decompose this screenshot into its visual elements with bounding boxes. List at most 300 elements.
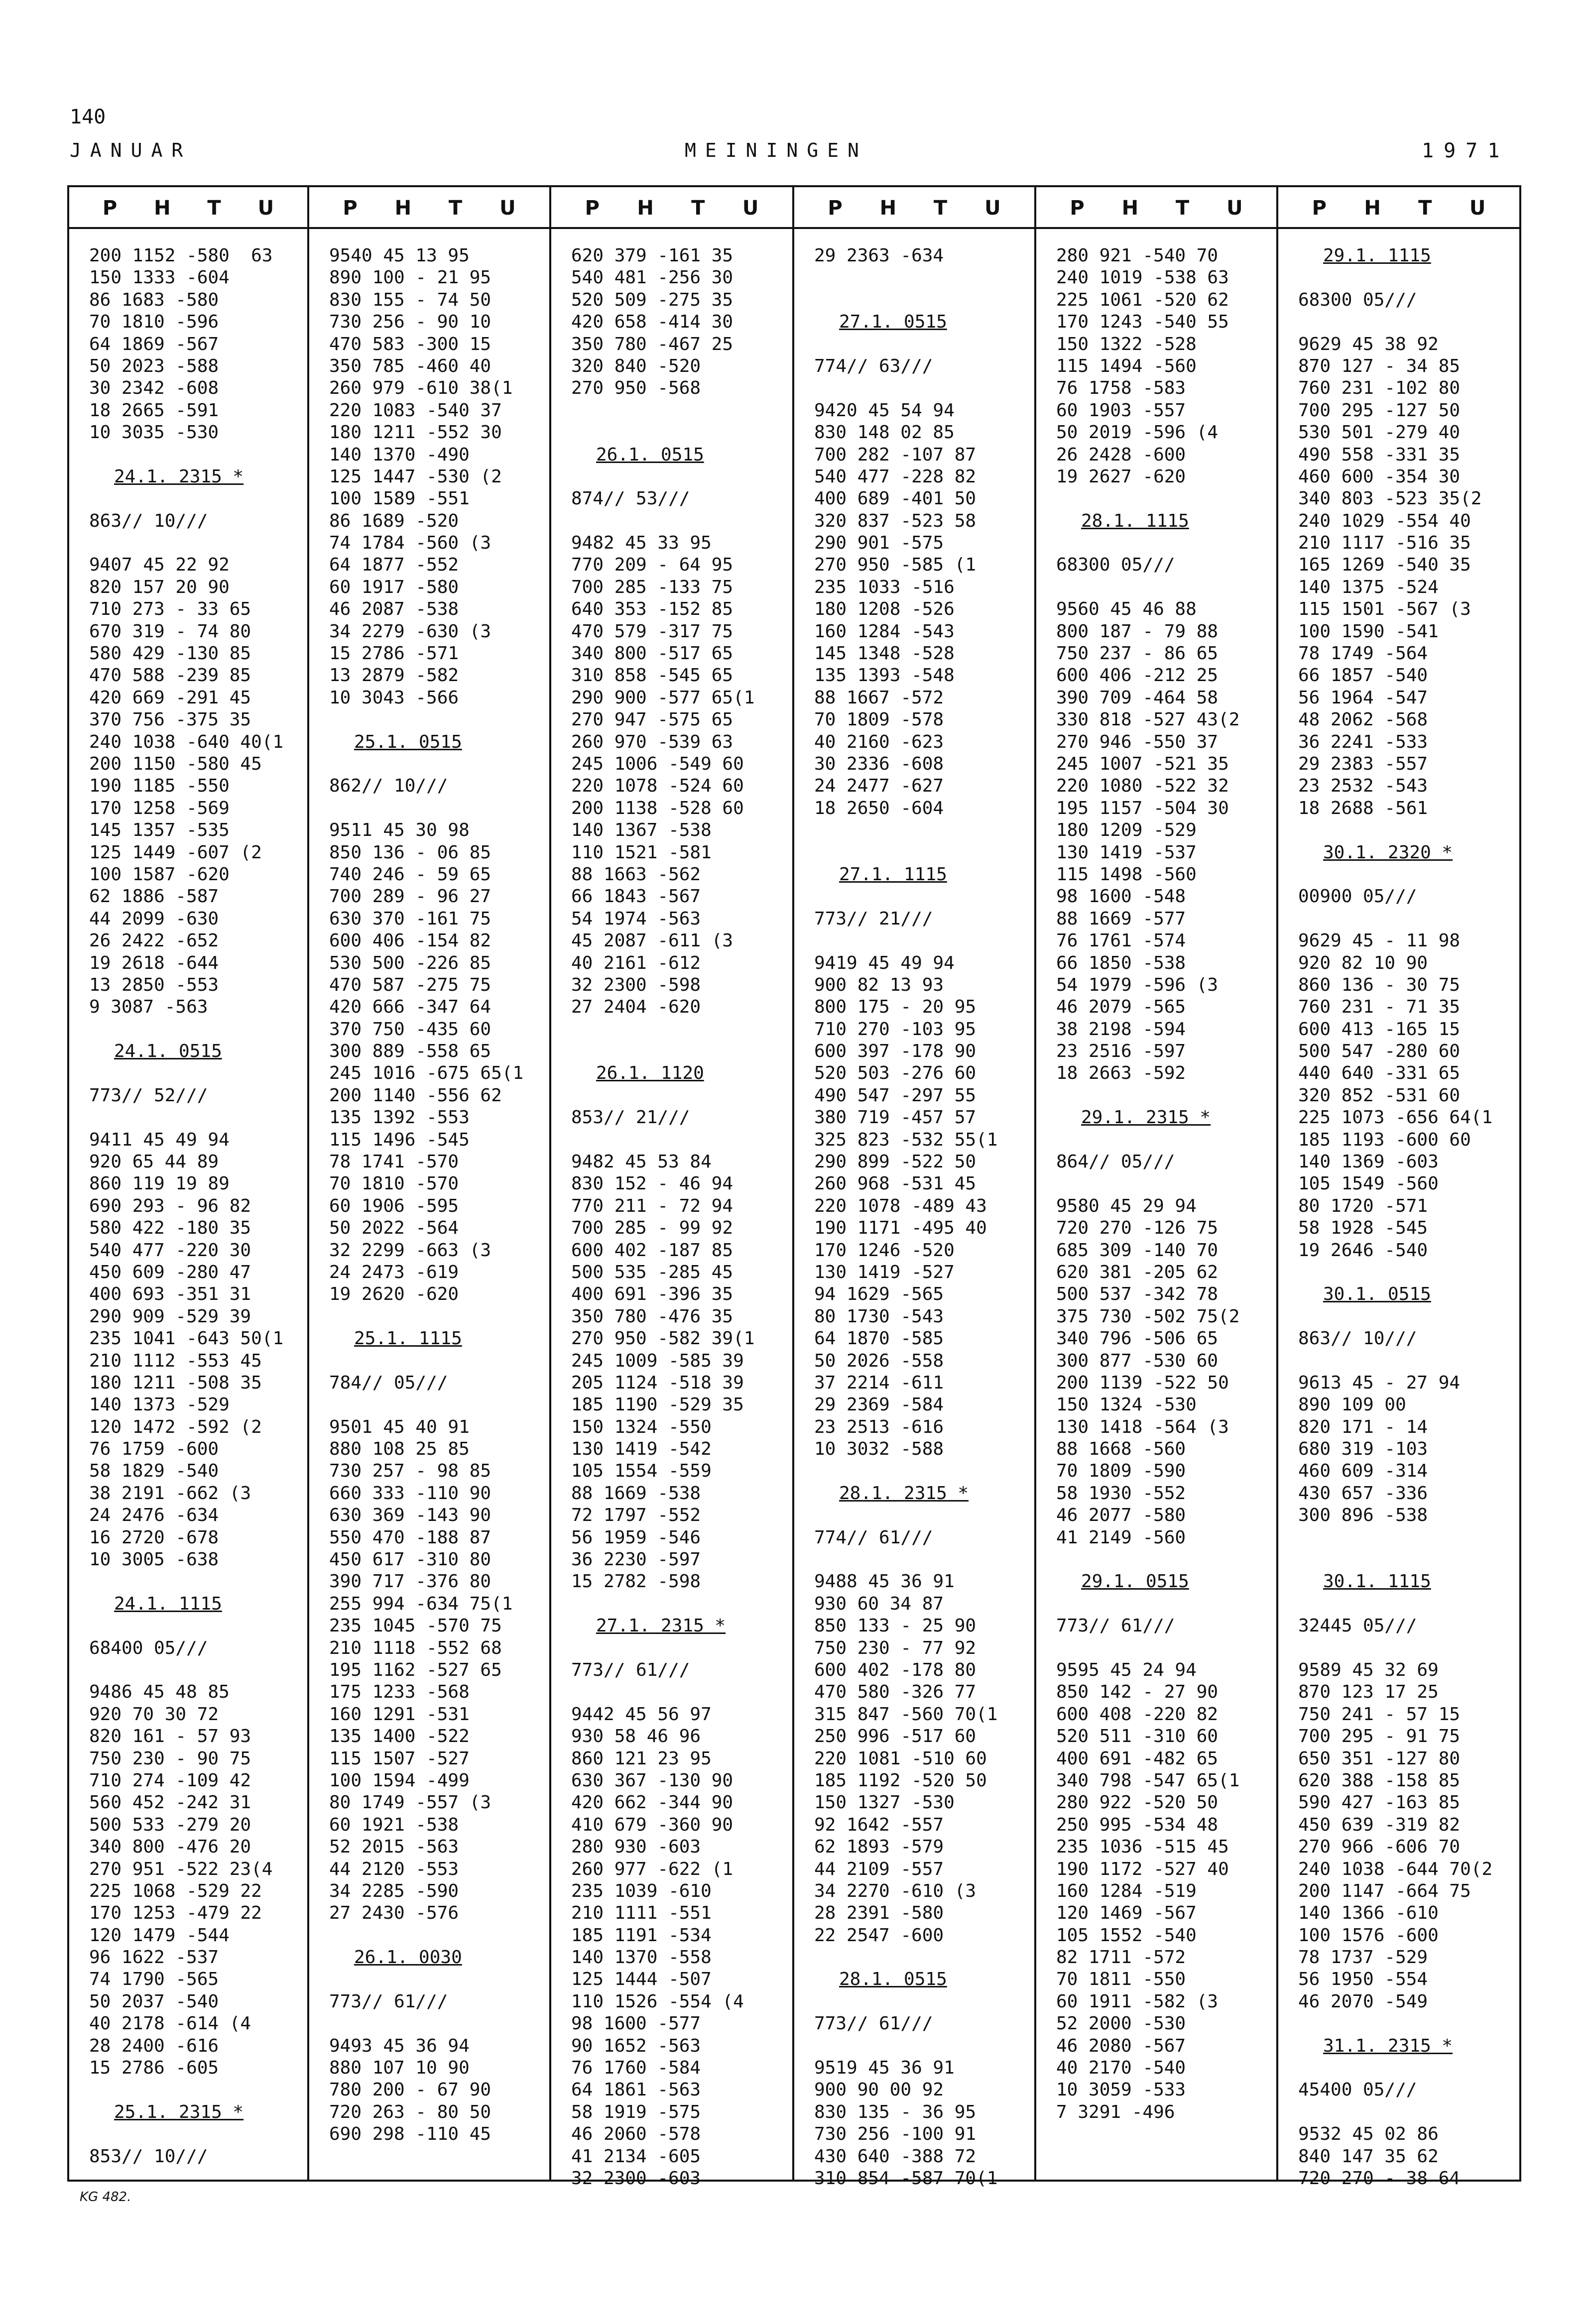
reading-row: 88 1663 -562 [571,864,701,885]
reading-row: 920 65 44 89 [89,1152,219,1172]
column-header [1036,187,1276,229]
reading-row: 225 1068 -529 22 [89,1880,262,1901]
reading-row: 490 558 -331 35 [1298,444,1461,465]
reading-row: 850 136 - 06 85 [329,842,491,863]
reading-row: 620 388 -158 85 [1298,1770,1461,1791]
reading-row: 350 785 -460 40 [329,355,491,376]
reading-row: 220 1078 -524 60 [571,776,744,797]
reading-row [1056,1085,1270,1107]
reading-row [329,1925,543,1947]
reading-row: 185 1190 -529 35 [571,1394,744,1415]
reading-row: 105 1549 -560 [1298,1173,1439,1194]
reading-row: 200 1150 -580 45 [89,753,262,774]
reading-row: 700 285 -133 75 [571,577,733,597]
reading-row: 930 60 34 87 [814,1593,944,1614]
reading-row: 270 951 -522 23(4 [89,1859,273,1879]
reading-row [329,1350,543,1372]
reading-row [1056,1173,1270,1195]
reading-row: 70 1811 -550 [1056,1969,1186,1990]
reading-row: 50 2019 -596 (4 [1056,422,1219,443]
reading-row: 820 171 - 14 [1298,1416,1428,1437]
observation-heading: 26.1. 0030 [354,1947,462,1968]
column-header-label: U [1469,197,1486,220]
reading-row: 170 1253 -479 22 [89,1903,262,1924]
reading-row [1298,2101,1513,2123]
reading-row: 195 1162 -527 65 [329,1660,502,1680]
reading-row [1298,864,1513,886]
reading-row: 64 1869 -567 [89,334,219,354]
reading-row [571,1593,786,1615]
reading-row: 750 230 - 77 92 [814,1637,977,1658]
reading-row: 60 1917 -580 [329,577,459,597]
column-header-label: U [984,197,1001,220]
reading-row: 29 2383 -557 [1298,753,1428,774]
reading-row: 700 289 - 96 27 [329,886,491,907]
reading-row: 66 1857 -540 [1298,665,1428,686]
column-header [1278,187,1519,229]
reading-row: 300 889 -558 65 [329,1041,491,1062]
reading-row: 18 2688 -561 [1298,798,1428,818]
reading-row: 185 1192 -520 50 [814,1770,987,1791]
reading-row: 853// 21/// [571,1107,690,1128]
reading-row: 9501 45 40 91 [329,1416,470,1437]
reading-row: 90 1652 -563 [571,2035,701,2056]
reading-row: 720 270 -126 75 [1056,1218,1219,1239]
reading-row [1298,1262,1513,1283]
column-header-label: H [394,197,412,220]
column-readings [89,245,301,2168]
reading-row: 66 1843 -567 [571,886,701,907]
reading-row: 235 1039 -610 [571,1880,712,1901]
reading-row: 74 1784 -560 (3 [329,533,491,554]
reading-row: 145 1357 -535 [89,820,230,841]
reading-row [1298,1593,1513,1615]
reading-row: 600 402 -178 80 [814,1660,977,1680]
reading-row: 220 1078 -489 43 [814,1195,987,1216]
reading-row: 420 669 -291 45 [89,687,251,708]
reading-row: 730 256 - 90 10 [329,312,491,333]
reading-row: 600 406 -212 25 [1056,665,1219,686]
reading-row: 340 800 -517 65 [571,643,733,664]
reading-row [1056,1129,1270,1151]
reading-row: 450 617 -310 80 [329,1549,491,1570]
reading-row: 280 921 -540 70 [1056,245,1219,266]
reading-row: 195 1157 -504 30 [1056,798,1229,818]
reading-row: 240 1019 -538 63 [1056,267,1229,288]
reading-row: 340 798 -547 65(1 [1056,1770,1240,1791]
reading-row: 32445 05/// [1298,1616,1417,1636]
reading-row: 220 1080 -522 32 [1056,776,1229,797]
reading-row: 410 679 -360 90 [571,1814,733,1835]
reading-row [1298,1637,1513,1659]
reading-row: 630 370 -161 75 [329,908,491,929]
observation-heading: 27.1. 2315 * [596,1616,726,1636]
reading-row [571,510,786,532]
reading-row: 500 537 -342 78 [1056,1284,1219,1305]
reading-row: 400 691 -482 65 [1056,1748,1219,1769]
reading-row: 200 1138 -528 60 [571,798,744,818]
reading-row: 320 837 -523 58 [814,510,977,531]
observation-heading: 25.1. 1115 [354,1328,462,1349]
reading-row: 245 1006 -549 60 [571,753,744,774]
observation-heading: 31.1. 2315 * [1323,2035,1453,2056]
reading-row: 260 968 -531 45 [814,1173,977,1194]
reading-row [814,886,1028,908]
reading-row: 340 796 -506 65 [1056,1328,1219,1349]
reading-row [571,400,786,422]
reading-row: 41 2134 -605 [571,2146,701,2167]
reading-row: 710 270 -103 95 [814,1019,977,1040]
reading-row: 220 1083 -540 37 [329,400,502,421]
reading-row [1298,2013,1513,2035]
reading-row: 110 1526 -554 (4 [571,1991,744,2012]
reading-row: 9486 45 48 85 [89,1682,230,1703]
reading-row: 37 2214 -611 [814,1372,944,1393]
reading-row: 44 2099 -630 [89,908,219,929]
reading-row: 10 3035 -530 [89,422,219,443]
reading-row [814,842,1028,864]
reading-row: 27 2430 -576 [329,1903,459,1924]
reading-row: 760 231 - 71 35 [1298,997,1461,1018]
reading-row [1056,1593,1270,1615]
reading-row [814,819,1028,841]
reading-row: 32 2300 -603 [571,2168,701,2189]
reading-row: 125 1449 -607 (2 [89,842,262,863]
reading-row [329,753,543,775]
reading-row: 470 579 -317 75 [571,621,733,642]
reading-row: 600 397 -178 90 [814,1041,977,1062]
reading-row: 730 256 -100 91 [814,2124,977,2145]
reading-row: 15 2786 -571 [329,643,459,664]
reading-row: 920 82 10 90 [1298,952,1428,973]
column-header-label: P [585,197,600,220]
observation-heading: 26.1. 1120 [596,1063,704,1084]
reading-row: 56 1964 -547 [1298,687,1428,708]
reading-row: 140 1370 -558 [571,1947,712,1968]
reading-row: 130 1419 -542 [571,1439,712,1460]
reading-row: 400 689 -401 50 [814,488,977,509]
reading-row [1298,1306,1513,1328]
column-readings [814,245,1028,2190]
reading-row: 60 1903 -557 [1056,400,1186,421]
reading-row: 920 70 30 72 [89,1704,219,1725]
reading-row: 64 1870 -585 [814,1328,944,1349]
reading-row [814,334,1028,355]
reading-row: 460 609 -314 [1298,1461,1428,1482]
reading-row: 36 2230 -597 [571,1549,701,1570]
reading-row: 600 413 -165 15 [1298,1019,1461,1040]
column-readings [571,245,786,2190]
reading-row: 19 2646 -540 [1298,1240,1428,1261]
reading-row: 400 693 -351 31 [89,1284,251,1305]
reading-row: 270 950 -582 39(1 [571,1328,755,1349]
reading-row: 820 161 - 57 93 [89,1726,251,1747]
reading-row: 280 922 -520 50 [1056,1792,1219,1813]
reading-row: 98 1600 -548 [1056,886,1186,907]
reading-row: 100 1589 -551 [329,488,470,509]
reading-row: 450 639 -319 82 [1298,1814,1461,1835]
reading-row [571,1041,786,1062]
column-header [794,187,1034,229]
reading-row: 270 947 -575 65 [571,709,733,730]
reading-row: 880 107 10 90 [329,2058,470,2079]
column-header-label: H [154,197,171,220]
reading-row: 115 1507 -527 [329,1748,470,1769]
reading-row: 235 1036 -515 45 [1056,1837,1229,1858]
column-header-label: P [343,197,358,220]
reading-row: 48 2062 -568 [1298,709,1428,730]
reading-row: 460 600 -354 30 [1298,466,1461,487]
column-header-label: T [933,197,948,220]
reading-row: 350 780 -476 35 [571,1306,733,1327]
reading-row: 46 2079 -565 [1056,997,1186,1018]
reading-row: 10 3059 -533 [1056,2080,1186,2100]
reading-row: 720 263 - 80 50 [329,2101,491,2122]
reading-row: 240 1038 -644 70(2 [1298,1859,1493,1879]
reading-row: 540 477 -220 30 [89,1240,251,1261]
reading-row: 70 1809 -578 [814,709,944,730]
reading-row: 280 930 -603 [571,1837,701,1858]
reading-row: 70 1809 -590 [1056,1461,1186,1482]
reading-row: 32 2299 -663 (3 [329,1240,491,1261]
reading-row: 310 858 -545 65 [571,665,733,686]
column-readings [1298,245,1513,2190]
reading-row: 9580 45 29 94 [1056,1195,1197,1216]
reading-row [1056,532,1270,554]
reading-row: 9407 45 22 92 [89,555,230,576]
reading-row: 18 2665 -591 [89,400,219,421]
reading-row: 68300 05/// [1056,555,1175,576]
reading-row: 420 658 -414 30 [571,312,733,333]
reading-row [89,488,301,510]
reading-row: 46 2060 -578 [571,2124,701,2145]
reading-row: 900 82 13 93 [814,974,944,995]
reading-row: 470 587 -275 75 [329,974,491,995]
reading-row: 29 2369 -584 [814,1394,944,1415]
reading-row: 40 2161 -612 [571,952,701,973]
reading-row: 24 2477 -627 [814,776,944,797]
reading-row: 470 580 -326 77 [814,1682,977,1703]
reading-row [329,1306,543,1328]
table-column-4 [794,187,1036,2189]
reading-row: 22 2547 -600 [814,1925,944,1946]
reading-row: 38 2191 -662 (3 [89,1483,251,1504]
reading-row [1056,577,1270,598]
reading-row: 88 1669 -577 [1056,908,1186,929]
reading-row: 700 285 - 99 92 [571,1218,733,1239]
reading-row: 100 1590 -541 [1298,621,1439,642]
reading-row: 140 1375 -524 [1298,577,1439,597]
reading-row: 250 996 -517 60 [814,1726,977,1747]
reading-row: 380 719 -457 57 [814,1107,977,1128]
reading-row: 620 381 -205 62 [1056,1262,1219,1282]
reading-row [1298,311,1513,333]
reading-row: 830 155 - 74 50 [329,289,491,310]
reading-row: 330 818 -527 43(2 [1056,709,1240,730]
reading-row: 185 1191 -534 [571,1925,712,1946]
reading-row: 76 1760 -584 [571,2058,701,2079]
reading-row: 135 1392 -553 [329,1107,470,1128]
reading-row: 830 152 - 46 94 [571,1173,733,1194]
reading-row: 870 127 - 34 85 [1298,355,1461,376]
reading-row: 80 1749 -557 (3 [329,1792,491,1813]
observation-heading: 27.1. 1115 [839,864,947,885]
reading-row: 28 2391 -580 [814,1903,944,1924]
reading-row: 420 666 -347 64 [329,997,491,1018]
reading-row: 96 1622 -537 [89,1947,219,1968]
reading-row: 60 1921 -538 [329,1814,459,1835]
reading-row [1298,267,1513,289]
reading-row: 23 2516 -597 [1056,1041,1186,1062]
reading-row: 9519 45 36 91 [814,2058,955,2079]
reading-row: 98 1600 -577 [571,2013,701,2034]
sounding-table [67,185,1521,2189]
reading-row: 19 2618 -644 [89,952,219,973]
reading-row: 890 109 00 [1298,1394,1406,1415]
reading-row: 34 2279 -630 (3 [329,621,491,642]
reading-row: 850 142 - 27 90 [1056,1682,1219,1703]
reading-row: 500 533 -279 20 [89,1814,251,1835]
reading-row: 74 1790 -565 [89,1969,219,1990]
reading-row [89,1659,301,1681]
reading-row: 860 136 - 30 75 [1298,974,1461,995]
reading-row: 56 1959 -546 [571,1527,701,1548]
reading-row: 630 369 -143 90 [329,1505,491,1526]
observation-heading: 30.1. 1115 [1323,1571,1431,1592]
reading-row: 58 1930 -552 [1056,1483,1186,1504]
reading-row: 13 2879 -582 [329,665,459,686]
reading-row: 9629 45 38 92 [1298,334,1439,354]
reading-row [571,422,786,444]
reading-row [329,2013,543,2035]
reading-row: 82 1711 -572 [1056,1947,1186,1968]
reading-row: 10 3005 -638 [89,1549,219,1570]
reading-row: 9488 45 36 91 [814,1571,955,1592]
reading-row: 370 756 -375 35 [89,709,251,730]
reading-row: 340 800 -476 20 [89,1837,251,1858]
reading-row: 270 946 -550 37 [1056,731,1219,752]
reading-row [814,377,1028,399]
reading-row: 46 2070 -549 [1298,1991,1428,2012]
reading-row: 78 1737 -529 [1298,1947,1428,1968]
reading-row: 180 1211 -508 35 [89,1372,262,1393]
reading-row: 773// 61/// [571,1660,690,1680]
reading-row [814,1460,1028,1482]
reading-row: 100 1594 -499 [329,1770,470,1791]
reading-row [1298,1549,1513,1571]
reading-row: 150 1333 -604 [89,267,230,288]
reading-row: 784// 05/// [329,1372,448,1393]
reading-row: 400 691 -396 35 [571,1284,733,1305]
reading-row [1298,2057,1513,2079]
reading-row: 820 157 20 90 [89,577,230,597]
reading-row: 390 717 -376 80 [329,1571,491,1592]
reading-row: 773// 21/// [814,908,933,929]
reading-row: 94 1629 -565 [814,1284,944,1305]
observation-heading: 28.1. 1115 [1081,510,1189,531]
reading-row: 690 293 - 96 82 [89,1195,251,1216]
reading-row: 225 1061 -520 62 [1056,289,1229,310]
reading-row: 210 1117 -516 35 [1298,533,1471,554]
reading-row [571,1637,786,1659]
reading-row: 530 501 -279 40 [1298,422,1461,443]
reading-row: 245 1007 -521 35 [1056,753,1229,774]
reading-row: 205 1124 -518 39 [571,1372,744,1393]
reading-row: 130 1419 -527 [814,1262,955,1282]
reading-row: 68300 05/// [1298,289,1417,310]
reading-row [814,1549,1028,1571]
reading-row: 54 1979 -596 (3 [1056,974,1219,995]
reading-row: 290 899 -522 50 [814,1152,977,1172]
reading-row: 260 979 -610 38(1 [329,378,513,399]
column-header-label: H [637,197,654,220]
reading-row: 135 1393 -548 [814,665,955,686]
reading-row: 40 2170 -540 [1056,2058,1186,2079]
column-header-label: H [1121,197,1139,220]
column-header-label: U [499,197,516,220]
reading-row: 300 896 -538 [1298,1505,1428,1526]
reading-row: 46 2087 -538 [329,599,459,620]
reading-row: 190 1185 -550 [89,776,230,797]
reading-row: 130 1418 -564 (3 [1056,1416,1229,1437]
form-code: KG 482. [80,2190,131,2205]
reading-row [814,289,1028,311]
reading-row: 34 2285 -590 [329,1880,459,1901]
table-column-3 [551,187,794,2189]
column-readings [329,245,543,2146]
reading-row: 690 298 -110 45 [329,2124,491,2145]
reading-row: 370 750 -435 60 [329,1019,491,1040]
reading-row: 16 2720 -678 [89,1527,219,1548]
reading-row: 170 1243 -540 55 [1056,312,1229,333]
reading-row: 620 379 -161 35 [571,245,733,266]
column-header [551,187,792,229]
reading-row: 44 2120 -553 [329,1859,459,1879]
reading-row: 9482 45 53 84 [571,1152,712,1172]
reading-row: 9540 45 13 95 [329,245,470,266]
reading-row: 700 282 -107 87 [814,444,977,465]
reading-row: 180 1208 -526 [814,599,955,620]
reading-row: 180 1211 -552 30 [329,422,502,443]
reading-row: 125 1444 -507 [571,1969,712,1990]
column-header-label: U [742,197,759,220]
reading-row [1056,1637,1270,1659]
reading-row: 120 1479 -544 [89,1925,230,1946]
reading-row: 185 1193 -600 60 [1298,1129,1471,1150]
reading-row: 78 1749 -564 [1298,643,1428,664]
reading-row: 430 657 -336 [1298,1483,1428,1504]
table-column-6 [1278,187,1519,2189]
reading-row: 530 500 -226 85 [329,952,491,973]
reading-row: 600 406 -154 82 [329,930,491,951]
reading-row: 190 1171 -495 40 [814,1218,987,1239]
reading-row: 270 950 -585 (1 [814,555,977,576]
reading-row: 30 2342 -608 [89,378,219,399]
reading-row: 640 353 -152 85 [571,599,733,620]
reading-row: 650 351 -127 80 [1298,1748,1461,1769]
reading-row: 24 2473 -619 [329,1262,459,1282]
observation-heading: 24.1. 1115 [114,1593,222,1614]
observation-heading: 30.1. 2320 * [1323,842,1453,863]
page-number: 140 [70,106,106,128]
reading-row: 13 2850 -553 [89,974,219,995]
reading-row: 165 1269 -540 35 [1298,555,1471,576]
reading-row: 170 1246 -520 [814,1240,955,1261]
reading-row: 600 408 -220 82 [1056,1704,1219,1725]
reading-row: 40 2178 -614 (4 [89,2013,251,2034]
reading-row [814,930,1028,952]
reading-row: 54 1974 -563 [571,908,701,929]
